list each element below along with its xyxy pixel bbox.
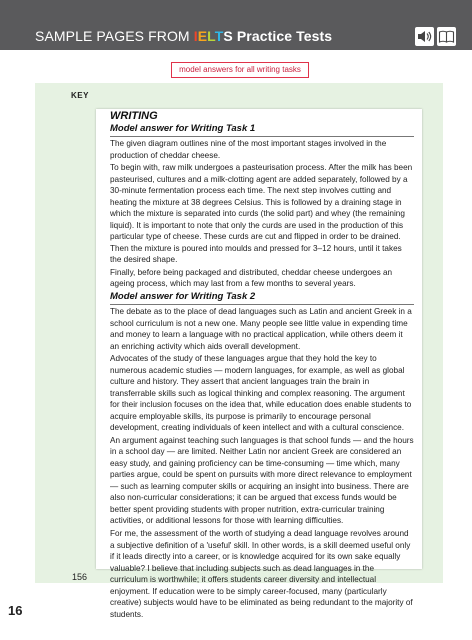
task1-paragraph: Finally, before being packaged and distributed, cheddar cheese undergoes an ageing process, which may last from a few months to several years.: [110, 267, 393, 289]
header-bar: [0, 0, 472, 50]
brand-letter: L: [207, 28, 215, 44]
task2-paragraph: An argument against teaching such languages is that school funds — and the hours in a school day — are limited. Neither Latin nor ancient Greek are considered an easy study, and gaining proficiency can be time-consuming — time which, many parties argue, could be spent on pursuits with more direct relevance to employment — such as learning computer skills or acquiring an insight into business. There are also non-curricular considerations; it can be argued that excess funds would be better spent providing students with proper nutrition, extra-curricular training activities, or additional lessons for those with learning difficulties.: [110, 435, 414, 526]
header-title: [35, 27, 332, 45]
title-suffix: Practice Tests: [232, 28, 333, 44]
task2-paragraph: Advocates of the study of these languages argue that they hold the key to numerous academic studies — modern languages, for example, as well as global culture and history. They assert that ancient languages train the brain in transferrable skills such as logical thinking and complex reasoning. The argument for their inclusion focuses on the idea that, while education does enable students to acquire employable skills, its purpose is primarily to encourage personal development, creating individuals of keen intellect and with a cultural conscience.: [110, 354, 412, 433]
brand-letter: S: [223, 28, 233, 44]
brand-letter: I: [193, 28, 198, 44]
speaker-icon[interactable]: [415, 27, 434, 46]
brand-letter: T: [214, 28, 224, 44]
brand-letter: E: [197, 28, 208, 44]
writing-heading: WRITING: [110, 110, 158, 122]
book-icon[interactable]: [437, 27, 456, 46]
inner-page-number: 156: [72, 572, 88, 582]
outer-page-number: 16: [8, 603, 23, 618]
task2-paragraph: For me, the assessment of the worth of studying a dead language revolves around a subjective definition of a 'useful' skill. In other words, is a skill deemed useful only if it leads directly into a career, or is knowledge acquired for its own sake equally valuable? I believe that including subjects such as dead languages in the curriculum is worthwhile; it offers students career diversity and intellectual enjoyment. If education were to be simply career-focused, many (particularly creative) subjects would have to be eliminated as being redundant to the majority of students.: [110, 529, 413, 619]
task2-paragraph: The debate as to the place of dead languages such as Latin and ancient Greek in a school curriculum is not a new one. Many people see little value in expending time and money to learn a language with no practical application, while others deem it an enriching activity which aids overall development.: [110, 307, 412, 351]
task1-paragraph: The given diagram outlines nine of the most important stages involved in the production of cheddar cheese.: [110, 139, 387, 160]
task2-title: Model answer for Writing Task 2: [110, 291, 414, 305]
answer-content: [110, 110, 414, 621]
title-prefix: SAMPLE PAGES FROM: [35, 28, 194, 44]
task1-paragraph: To begin with, raw milk undergoes a pasteurisation process. After the milk has been pasteurised, cultures and a milk-clotting agent are added separately, followed by a 30-minute fermentation process each time. The next step involves cutting and heating the mixture at 38 degrees Celsius. This is followed by a draining stage in which the mixture is separated into curds (the solid part) and whey (the remaining liquid). It is important to note that only the curds are used in the production of this particular type of cheese. These curds are cut and flipped in order to be drained. Then the mixture is poured into moulds and pressed for 3–12 hours, until it takes the desired shape.: [110, 163, 413, 265]
key-label: KEY: [71, 91, 89, 100]
task1-title: Model answer for Writing Task 1: [110, 123, 414, 137]
model-answers-tag: model answers for all writing tasks: [171, 62, 309, 78]
